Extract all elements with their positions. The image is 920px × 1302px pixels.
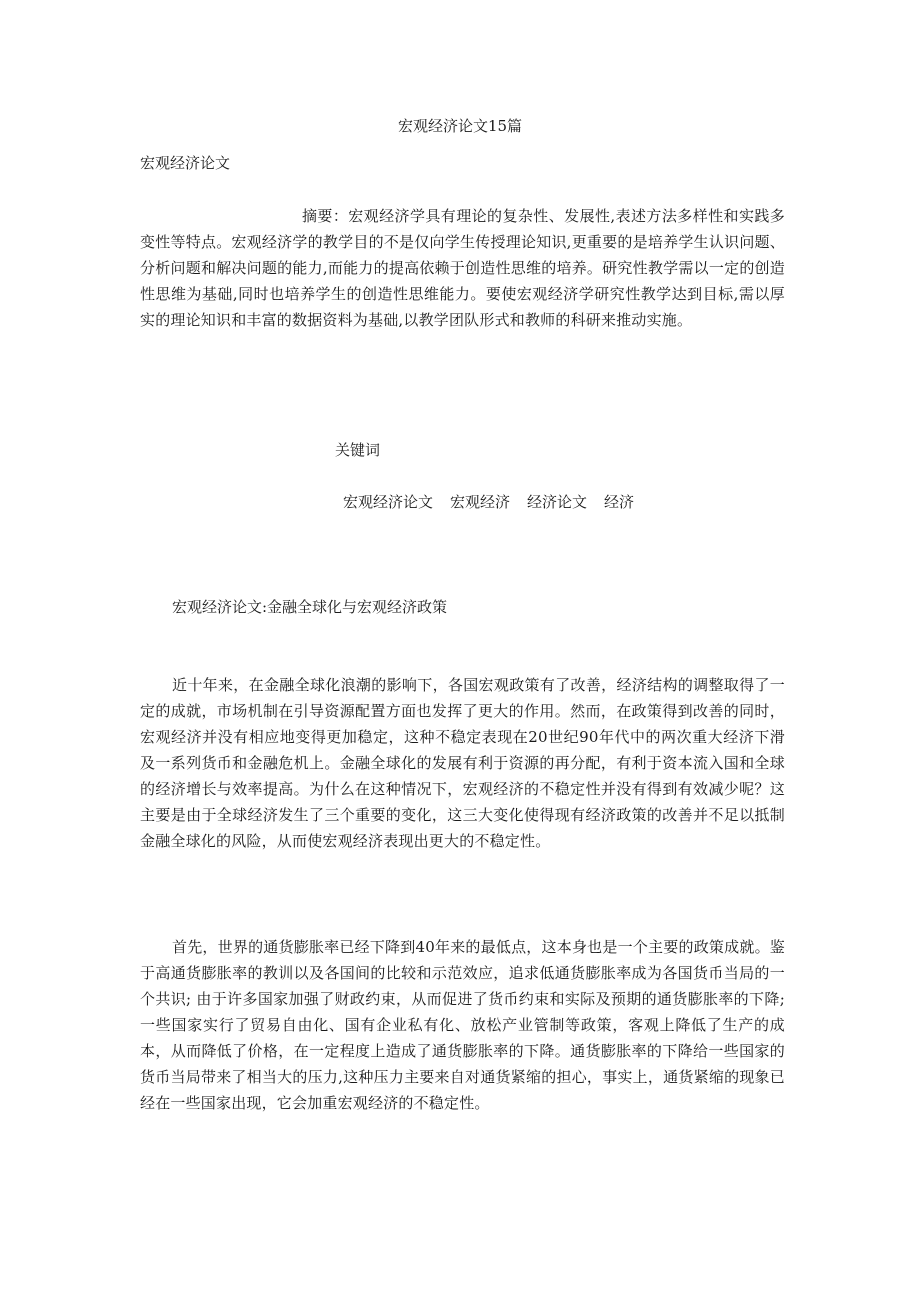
keywords-label: 关键词	[335, 441, 381, 459]
abstract-paragraph: 摘要：宏观经济学具有理论的复杂性、发展性,表述方法多样性和实践多变性等特点。宏观经济学的教学目的不是仅向学生传授理论知识,更重要的是培养学生认识问题、分析问题和解决问题的能力,而能力的提高依赖于创造性思维的培养。研究性教学需以一定的创造性思维为基础,同时也培养学生的创造性思维能力。要使宏观经济学研究性教学达到目标,需以厚实的理论知识和丰富的数据资料为基础,以教学团队形式和教师的科研来推动实施。	[140, 207, 785, 329]
document-title: 宏观经济论文15篇	[397, 117, 523, 135]
body-paragraph: 近十年来，在金融全球化浪潮的影响下，各国宏观政策有了改善，经济结构的调整取得了一定的成就，市场机制在引导资源配置方面也发挥了更大的作用。然而，在政策得到改善的同时，宏观经济并没有相应地变得更加稳定，这种不稳定表现在20世纪90年代中的两次重大经济下滑及一系列货币和金融危机上。金融全球化的发展有利于资源的再分配，有利于资本流入国和全球的经济增长与效率提高。为什么在这种情况下，宏观经济的不稳定性并没有得到有效减少呢？这主要是由于全球经济发生了三个重要的变化，这三大变化使得现有经济政策的改善并不足以抵制金融全球化的风险，从而使宏观经济表现出更大的不稳定性。	[140, 676, 785, 850]
keyword: 宏观经济	[450, 493, 511, 511]
body-paragraph: 首先，世界的通货膨胀率已经下降到40年来的最低点，这本身也是一个主要的政策成就。鉴于高通货膨胀率的教训以及各国间的比较和示范效应，追求低通货膨胀率成为各国货币当局的一个共识; 由于许多国家加强了财政约束，从而促进了货币约束和实际及预期的通货膨胀率的下降; 一些国家实行了贸易自由化、国有企业私有化、放松产业管制等政策，客观上降低了生产的成本，从而降低了价格，在一定程度上造成了通货膨胀率的下降。通货膨胀率的下降给一些国家的货币当局带来了相当大的压力,这种压力主要来自对通货紧缩的担心，事实上，通货紧缩的现象已经在一些国家出现，它会加重宏观经济的不稳定性。	[140, 938, 785, 1112]
keyword: 宏观经济论文	[343, 493, 434, 511]
section-heading: 宏观经济论文:金融全球化与宏观经济政策	[172, 598, 448, 616]
keyword: 经济论文	[527, 493, 588, 511]
keywords-list	[343, 492, 651, 512]
document-subtitle: 宏观经济论文	[140, 154, 231, 172]
keyword: 经济	[604, 493, 635, 511]
